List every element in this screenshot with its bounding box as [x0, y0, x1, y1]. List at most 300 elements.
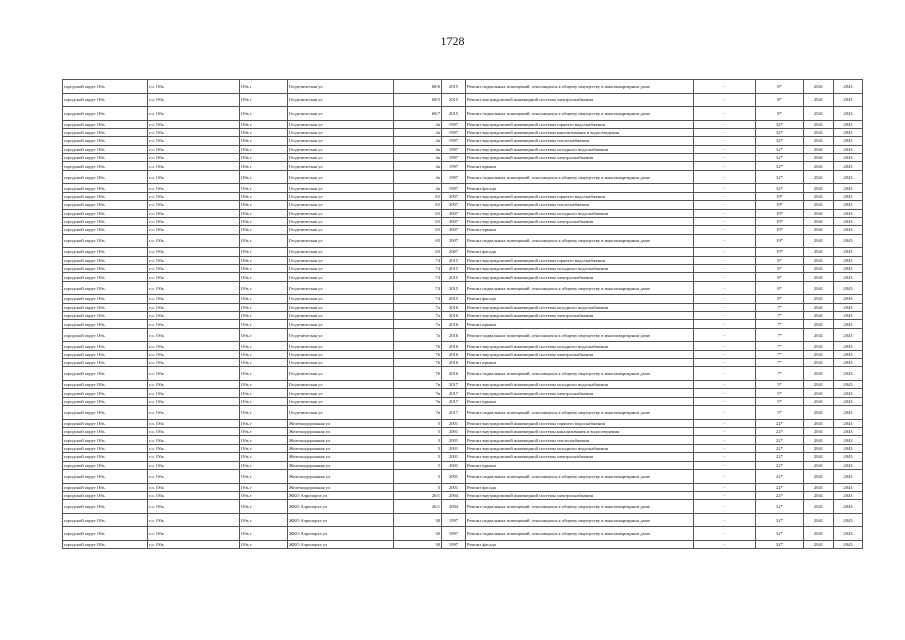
- period-cell: 5*: [756, 389, 804, 397]
- build-year-cell: 2015: [442, 273, 466, 281]
- town-cell: Обь г: [240, 154, 288, 162]
- build-year-cell: 1997: [442, 170, 466, 184]
- municipality-cell: городской округ Обь: [63, 350, 148, 358]
- build-year-cell: 2015: [442, 264, 466, 272]
- municipality-cell: городской округ Обь: [63, 312, 148, 320]
- end-year-cell: 2043: [834, 154, 863, 162]
- settlement-cell: г.о. Обь: [148, 201, 240, 209]
- municipality-cell: городской округ Обь: [63, 281, 148, 295]
- house-number-cell: 74: [394, 264, 442, 272]
- municipality-cell: городской округ Обь: [63, 342, 148, 350]
- end-year-cell: 2043: [834, 184, 863, 192]
- build-year-cell: 2004: [442, 500, 466, 514]
- house-number-cell: 68/7: [394, 107, 442, 121]
- start-year-cell: 2041: [804, 328, 834, 342]
- end-year-cell: 2043: [834, 120, 863, 128]
- municipality-cell: городской округ Обь: [63, 226, 148, 234]
- settlement-cell: г.о. Обь: [148, 170, 240, 184]
- settlement-cell: г.о. Обь: [148, 281, 240, 295]
- settlement-cell: г.о. Обь: [148, 359, 240, 367]
- town-cell: Обь г: [240, 540, 288, 548]
- settlement-cell: г.о. Обь: [148, 500, 240, 514]
- start-year-cell: 2041: [804, 192, 834, 200]
- build-year-cell: 1997: [442, 513, 466, 527]
- municipality-cell: городской округ Обь: [63, 209, 148, 217]
- start-year-cell: 2041: [804, 350, 834, 358]
- build-year-cell: 2015: [442, 281, 466, 295]
- table-row: [63, 491, 863, 499]
- street-cell: Геодезическая ул: [288, 350, 394, 358]
- town-cell: Обь г: [240, 513, 288, 527]
- house-number-cell: 5: [394, 444, 442, 452]
- work-type-cell: Ремонт подвальных помещений, относящихся к общему имуществу в многоквартирном доме: [466, 513, 694, 527]
- period-cell: 22*: [756, 453, 804, 461]
- town-cell: Обь г: [240, 312, 288, 320]
- cost-cell: -: [694, 444, 756, 452]
- house-number-cell: 4а: [394, 137, 442, 145]
- period-cell: 22*: [756, 444, 804, 452]
- street-cell: Геодезическая ул: [288, 184, 394, 192]
- table-row: [63, 312, 863, 320]
- start-year-cell: 2041: [804, 217, 834, 225]
- municipality-cell: городской округ Обь: [63, 320, 148, 328]
- settlement-cell: г.о. Обь: [148, 461, 240, 469]
- house-number-cell: 4а: [394, 154, 442, 162]
- cost-cell: -: [694, 162, 756, 170]
- table-row: [63, 419, 863, 427]
- cost-cell: -: [694, 380, 756, 388]
- build-year-cell: 1997: [442, 154, 466, 162]
- street-cell: Геодезическая ул: [288, 145, 394, 153]
- end-year-cell: 2043: [834, 93, 863, 107]
- house-number-cell: 5: [394, 461, 442, 469]
- build-year-cell: 2016: [442, 342, 466, 350]
- end-year-cell: 2043: [834, 312, 863, 320]
- table-row: [63, 162, 863, 170]
- table-row: [63, 192, 863, 200]
- cost-cell: -: [694, 184, 756, 192]
- table-row: [63, 256, 863, 264]
- period-cell: 7*: [756, 320, 804, 328]
- work-type-cell: Ремонт подвальных помещений, относящихся к общему имуществу в многоквартирном доме: [466, 281, 694, 295]
- street-cell: Геодезическая ул: [288, 281, 394, 295]
- work-type-cell: Ремонт внутридомовой инженерной системы теплоснабжения: [466, 137, 694, 145]
- period-cell: 22*: [756, 419, 804, 427]
- build-year-cell: 2001: [442, 428, 466, 436]
- municipality-cell: городской округ Обь: [63, 120, 148, 128]
- town-cell: Обь г: [240, 491, 288, 499]
- town-cell: Обь г: [240, 328, 288, 342]
- town-cell: Обь г: [240, 234, 288, 248]
- work-type-cell: Ремонт внутридомовой инженерной системы электроснабжения: [466, 154, 694, 162]
- municipality-cell: городской округ Обь: [63, 359, 148, 367]
- cost-cell: -: [694, 328, 756, 342]
- cost-cell: -: [694, 419, 756, 427]
- build-year-cell: 2016: [442, 350, 466, 358]
- cost-cell: -: [694, 397, 756, 405]
- end-year-cell: 2043: [834, 80, 863, 94]
- settlement-cell: г.о. Обь: [148, 295, 240, 303]
- town-cell: Обь г: [240, 295, 288, 303]
- table-row: [63, 281, 863, 295]
- work-type-cell: Ремонт подвальных помещений, относящихся к общему имуществу в многоквартирном доме: [466, 107, 694, 121]
- street-cell: Геодезическая ул: [288, 328, 394, 342]
- period-cell: 7*: [756, 303, 804, 311]
- cost-cell: -: [694, 367, 756, 381]
- work-type-cell: Ремонт внутридомовой инженерной системы теплоснабжения: [466, 436, 694, 444]
- house-number-cell: 76: [394, 367, 442, 381]
- period-cell: 19*: [756, 201, 804, 209]
- table-row: [63, 428, 863, 436]
- start-year-cell: 2041: [804, 107, 834, 121]
- municipality-cell: городской округ Обь: [63, 453, 148, 461]
- start-year-cell: 2041: [804, 256, 834, 264]
- end-year-cell: 2043: [834, 540, 863, 548]
- build-year-cell: 1997: [442, 184, 466, 192]
- build-year-cell: 2001: [442, 419, 466, 427]
- work-type-cell: Ремонт фасада: [466, 184, 694, 192]
- start-year-cell: 2041: [804, 389, 834, 397]
- town-cell: Обь г: [240, 350, 288, 358]
- cost-cell: -: [694, 154, 756, 162]
- start-year-cell: 2041: [804, 470, 834, 484]
- end-year-cell: 2043: [834, 436, 863, 444]
- street-cell: Геодезическая ул: [288, 170, 394, 184]
- cost-cell: -: [694, 273, 756, 281]
- table-row: [63, 264, 863, 272]
- work-type-cell: Ремонт внутридомовой инженерной системы горячего водоснабжения: [466, 120, 694, 128]
- start-year-cell: 2041: [804, 540, 834, 548]
- end-year-cell: 2043: [834, 359, 863, 367]
- end-year-cell: 2043: [834, 328, 863, 342]
- build-year-cell: 2004: [442, 491, 466, 499]
- municipality-cell: городской округ Обь: [63, 513, 148, 527]
- street-cell: Геодезическая ул: [288, 162, 394, 170]
- municipality-cell: городской округ Обь: [63, 397, 148, 405]
- build-year-cell: 2007: [442, 192, 466, 200]
- house-number-cell: 7в: [394, 380, 442, 388]
- house-number-cell: 65: [394, 201, 442, 209]
- municipality-cell: городской округ Обь: [63, 436, 148, 444]
- table-row: [63, 234, 863, 248]
- table-row: [63, 201, 863, 209]
- start-year-cell: 2041: [804, 312, 834, 320]
- period-cell: 8*: [756, 264, 804, 272]
- build-year-cell: 2001: [442, 470, 466, 484]
- table-row: [63, 170, 863, 184]
- house-number-cell: 68/6: [394, 80, 442, 94]
- cost-cell: -: [694, 248, 756, 256]
- settlement-cell: г.о. Обь: [148, 453, 240, 461]
- municipality-cell: городской округ Обь: [63, 470, 148, 484]
- cost-cell: -: [694, 192, 756, 200]
- settlement-cell: г.о. Обь: [148, 80, 240, 94]
- cost-cell: -: [694, 491, 756, 499]
- cost-cell: -: [694, 120, 756, 128]
- period-cell: 22*: [756, 491, 804, 499]
- end-year-cell: 2043: [834, 192, 863, 200]
- street-cell: Геодезическая ул: [288, 295, 394, 303]
- start-year-cell: 2041: [804, 248, 834, 256]
- street-cell: ЖКО Аэропорта ул: [288, 527, 394, 541]
- town-cell: Обь г: [240, 380, 288, 388]
- build-year-cell: 2016: [442, 367, 466, 381]
- period-cell: 5*: [756, 397, 804, 405]
- street-cell: Геодезическая ул: [288, 312, 394, 320]
- municipality-cell: городской округ Обь: [63, 162, 148, 170]
- end-year-cell: 2043: [834, 428, 863, 436]
- settlement-cell: г.о. Обь: [148, 527, 240, 541]
- settlement-cell: г.о. Обь: [148, 264, 240, 272]
- street-cell: Геодезическая ул: [288, 209, 394, 217]
- build-year-cell: 2016: [442, 328, 466, 342]
- house-number-cell: 74: [394, 281, 442, 295]
- build-year-cell: 1997: [442, 137, 466, 145]
- build-year-cell: 2017: [442, 406, 466, 420]
- end-year-cell: 2043: [834, 162, 863, 170]
- house-number-cell: 74: [394, 273, 442, 281]
- start-year-cell: 2041: [804, 184, 834, 192]
- settlement-cell: г.о. Обь: [148, 137, 240, 145]
- work-type-cell: Ремонт подвальных помещений, относящихся к общему имуществу в многоквартирном доме: [466, 234, 694, 248]
- cost-cell: -: [694, 209, 756, 217]
- house-number-cell: 7а: [394, 320, 442, 328]
- end-year-cell: 2043: [834, 367, 863, 381]
- table-row: [63, 303, 863, 311]
- settlement-cell: г.о. Обь: [148, 406, 240, 420]
- table-row: [63, 93, 863, 107]
- start-year-cell: 2041: [804, 491, 834, 499]
- work-type-cell: Ремонт внутридомовой инженерной системы холодного водоснабжения: [466, 380, 694, 388]
- town-cell: Обь г: [240, 264, 288, 272]
- period-cell: 19*: [756, 248, 804, 256]
- build-year-cell: 2016: [442, 312, 466, 320]
- build-year-cell: 2015: [442, 107, 466, 121]
- table-row: [63, 367, 863, 381]
- work-type-cell: Ремонт подвальных помещений, относящихся к общему имуществу в многоквартирном доме: [466, 367, 694, 381]
- work-type-cell: Ремонт внутридомовой инженерной системы теплоснабжения: [466, 201, 694, 209]
- settlement-cell: г.о. Обь: [148, 145, 240, 153]
- street-cell: Геодезическая ул: [288, 389, 394, 397]
- town-cell: Обь г: [240, 342, 288, 350]
- house-number-cell: 65: [394, 209, 442, 217]
- end-year-cell: 2043: [834, 201, 863, 209]
- build-year-cell: 1997: [442, 527, 466, 541]
- period-cell: 8*: [756, 80, 804, 94]
- start-year-cell: 2041: [804, 320, 834, 328]
- town-cell: Обь г: [240, 170, 288, 184]
- municipality-cell: городской округ Обь: [63, 273, 148, 281]
- work-type-cell: Ремонт подвальных помещений, относящихся к общему имуществу в многоквартирном доме: [466, 328, 694, 342]
- town-cell: Обь г: [240, 500, 288, 514]
- house-number-cell: 4а: [394, 162, 442, 170]
- start-year-cell: 2041: [804, 128, 834, 136]
- house-number-cell: 7а: [394, 328, 442, 342]
- street-cell: Геодезическая ул: [288, 406, 394, 420]
- end-year-cell: 2043: [834, 513, 863, 527]
- period-cell: 7*: [756, 312, 804, 320]
- table-row: [63, 500, 863, 514]
- table-row: [63, 107, 863, 121]
- settlement-cell: г.о. Обь: [148, 312, 240, 320]
- house-number-cell: 76: [394, 359, 442, 367]
- table-row: [63, 359, 863, 367]
- town-cell: Обь г: [240, 93, 288, 107]
- street-cell: Геодезическая ул: [288, 192, 394, 200]
- start-year-cell: 2041: [804, 428, 834, 436]
- period-cell: 7*: [756, 342, 804, 350]
- settlement-cell: г.о. Обь: [148, 256, 240, 264]
- town-cell: Обь г: [240, 444, 288, 452]
- work-type-cell: Ремонт внутридомовой инженерной системы электроснабжения: [466, 312, 694, 320]
- cost-cell: -: [694, 342, 756, 350]
- period-cell: 8*: [756, 295, 804, 303]
- municipality-cell: городской округ Обь: [63, 303, 148, 311]
- street-cell: Железнодорожная ул: [288, 461, 394, 469]
- end-year-cell: 2043: [834, 389, 863, 397]
- house-number-cell: 7а: [394, 312, 442, 320]
- period-cell: 32*: [756, 162, 804, 170]
- cost-cell: -: [694, 359, 756, 367]
- period-cell: 7*: [756, 328, 804, 342]
- work-type-cell: Ремонт фасада: [466, 540, 694, 548]
- table-row: [63, 273, 863, 281]
- period-cell: 8*: [756, 281, 804, 295]
- street-cell: Геодезическая ул: [288, 367, 394, 381]
- end-year-cell: 2043: [834, 453, 863, 461]
- start-year-cell: 2041: [804, 527, 834, 541]
- settlement-cell: г.о. Обь: [148, 350, 240, 358]
- municipality-cell: городской округ Обь: [63, 428, 148, 436]
- town-cell: Обь г: [240, 483, 288, 491]
- settlement-cell: г.о. Обь: [148, 491, 240, 499]
- town-cell: Обь г: [240, 256, 288, 264]
- cost-cell: -: [694, 312, 756, 320]
- start-year-cell: 2041: [804, 154, 834, 162]
- house-number-cell: 5: [394, 428, 442, 436]
- cost-cell: -: [694, 406, 756, 420]
- work-type-cell: Ремонт внутридомовой инженерной системы электроснабжения: [466, 350, 694, 358]
- work-type-cell: Ремонт внутридомовой инженерной системы горячего водоснабжения: [466, 256, 694, 264]
- town-cell: Обь г: [240, 303, 288, 311]
- end-year-cell: 2043: [834, 470, 863, 484]
- street-cell: Геодезическая ул: [288, 359, 394, 367]
- table-row: [63, 527, 863, 541]
- municipality-cell: городской округ Обь: [63, 234, 148, 248]
- build-year-cell: 2007: [442, 226, 466, 234]
- street-cell: Железнодорожная ул: [288, 444, 394, 452]
- town-cell: Обь г: [240, 184, 288, 192]
- table-row: [63, 80, 863, 94]
- table-row: [63, 145, 863, 153]
- period-cell: 22*: [756, 470, 804, 484]
- build-year-cell: 2007: [442, 248, 466, 256]
- settlement-cell: г.о. Обь: [148, 540, 240, 548]
- cost-cell: -: [694, 170, 756, 184]
- settlement-cell: г.о. Обь: [148, 444, 240, 452]
- street-cell: Геодезическая ул: [288, 217, 394, 225]
- cost-cell: -: [694, 93, 756, 107]
- period-cell: 19*: [756, 234, 804, 248]
- municipality-cell: городской округ Обь: [63, 184, 148, 192]
- cost-cell: -: [694, 80, 756, 94]
- end-year-cell: 2043: [834, 397, 863, 405]
- municipality-cell: городской округ Обь: [63, 491, 148, 499]
- house-number-cell: 7в: [394, 406, 442, 420]
- build-year-cell: 2001: [442, 483, 466, 491]
- house-number-cell: 65: [394, 192, 442, 200]
- work-type-cell: Ремонт внутридомовой инженерной системы электроснабжения: [466, 491, 694, 499]
- house-number-cell: 4а: [394, 120, 442, 128]
- cost-cell: -: [694, 428, 756, 436]
- street-cell: Геодезическая ул: [288, 303, 394, 311]
- municipality-cell: городской округ Обь: [63, 145, 148, 153]
- house-number-cell: 76: [394, 350, 442, 358]
- work-type-cell: Ремонт подвальных помещений, относящихся к общему имуществу в многоквартирном доме: [466, 470, 694, 484]
- cost-cell: -: [694, 350, 756, 358]
- work-type-cell: Ремонт внутридомовой инженерной системы электроснабжения: [466, 93, 694, 107]
- cost-cell: -: [694, 234, 756, 248]
- street-cell: Геодезическая ул: [288, 397, 394, 405]
- municipality-cell: городской округ Обь: [63, 328, 148, 342]
- period-cell: 7*: [756, 350, 804, 358]
- cost-cell: -: [694, 513, 756, 527]
- table-row: [63, 444, 863, 452]
- town-cell: Обь г: [240, 436, 288, 444]
- table-row: [63, 342, 863, 350]
- build-year-cell: 2001: [442, 453, 466, 461]
- start-year-cell: 2041: [804, 137, 834, 145]
- work-type-cell: Ремонт подвальных помещений, относящихся к общему имуществу в многоквартирном доме: [466, 80, 694, 94]
- municipality-cell: городской округ Обь: [63, 527, 148, 541]
- table-row: [63, 453, 863, 461]
- end-year-cell: 2043: [834, 209, 863, 217]
- table-row: [63, 380, 863, 388]
- table-row: [63, 483, 863, 491]
- period-cell: 32*: [756, 120, 804, 128]
- work-type-cell: Ремонт внутридомовой инженерной системы холодного водоснабжения: [466, 264, 694, 272]
- work-type-cell: Ремонт внутридомовой инженерной системы горячего водоснабжения: [466, 192, 694, 200]
- period-cell: 5*: [756, 406, 804, 420]
- street-cell: Геодезическая ул: [288, 320, 394, 328]
- build-year-cell: 2007: [442, 201, 466, 209]
- cost-cell: -: [694, 389, 756, 397]
- table-row: [63, 461, 863, 469]
- town-cell: Обь г: [240, 320, 288, 328]
- end-year-cell: 2043: [834, 281, 863, 295]
- start-year-cell: 2041: [804, 295, 834, 303]
- period-cell: 8*: [756, 93, 804, 107]
- start-year-cell: 2041: [804, 342, 834, 350]
- settlement-cell: г.о. Обь: [148, 328, 240, 342]
- end-year-cell: 2043: [834, 350, 863, 358]
- end-year-cell: 2043: [834, 500, 863, 514]
- municipality-cell: городской округ Обь: [63, 80, 148, 94]
- cost-cell: -: [694, 483, 756, 491]
- period-cell: 32*: [756, 184, 804, 192]
- town-cell: Обь г: [240, 120, 288, 128]
- street-cell: Железнодорожная ул: [288, 453, 394, 461]
- work-type-cell: Ремонт внутридомовой инженерной системы холодного водоснабжения: [466, 342, 694, 350]
- settlement-cell: г.о. Обь: [148, 209, 240, 217]
- build-year-cell: 2017: [442, 389, 466, 397]
- house-number-cell: 30: [394, 540, 442, 548]
- cost-cell: -: [694, 128, 756, 136]
- street-cell: Геодезическая ул: [288, 137, 394, 145]
- settlement-cell: г.о. Обь: [148, 367, 240, 381]
- town-cell: Обь г: [240, 419, 288, 427]
- work-type-cell: Ремонт фасада: [466, 248, 694, 256]
